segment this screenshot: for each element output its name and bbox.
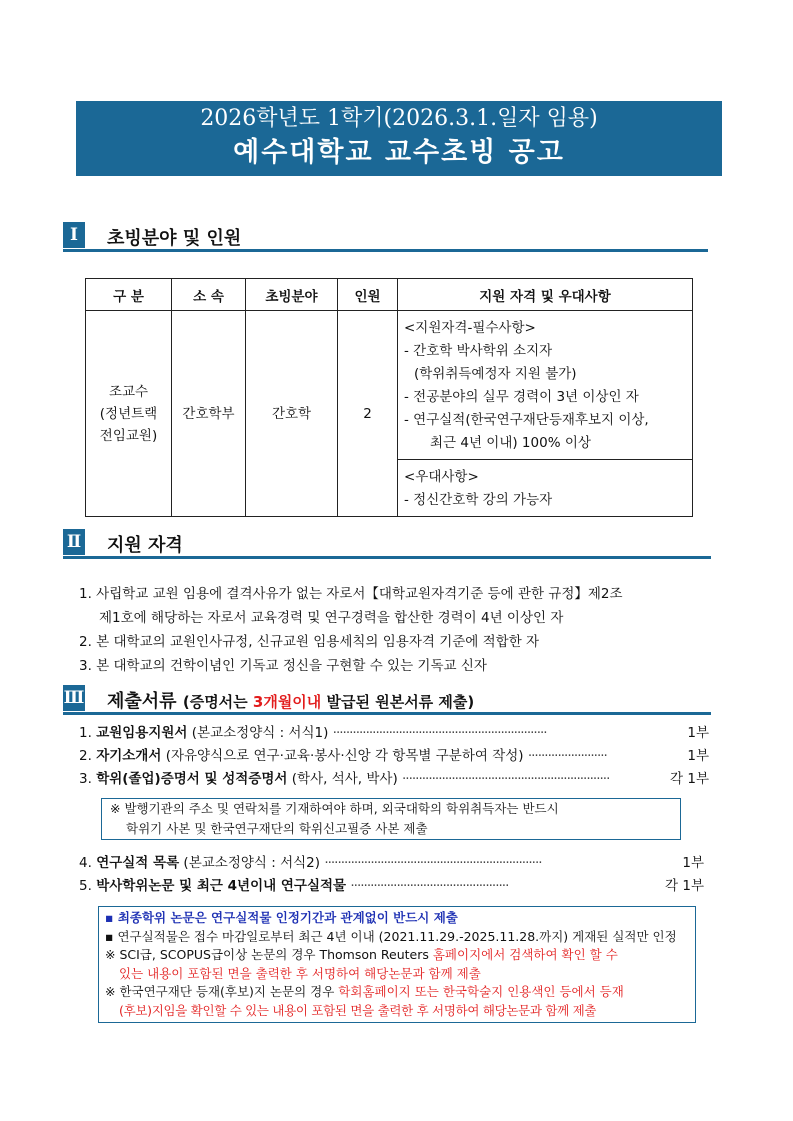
header-field: 초빙분야 bbox=[246, 279, 338, 311]
title-banner bbox=[76, 101, 722, 176]
section-title: 지원 자격 bbox=[107, 535, 183, 556]
qualifications-list bbox=[79, 582, 719, 678]
section-number-badge: Ⅰ bbox=[63, 222, 85, 248]
note-text: ※ 한국연구재단 등재(후보)지 논문의 경우 bbox=[105, 984, 339, 999]
sub-emphasis: 3개월이내 bbox=[252, 693, 322, 711]
leader-dots: ·································································· bbox=[324, 855, 542, 871]
note-line: 있는 내용이 포함된 면을 출력한 후 서명하여 해당논문과 함께 제출 bbox=[119, 965, 481, 981]
note-line: ※ 발행기관의 주소 및 연락처를 기재하여야 하며, 외국대학의 학위취득자는 반드시 bbox=[110, 801, 559, 816]
list-item bbox=[79, 722, 709, 745]
cell-required bbox=[398, 311, 693, 460]
documents-list-b bbox=[79, 852, 704, 898]
required-item: 최근 4년 이내) 100% 이상 bbox=[430, 435, 591, 451]
banner-subtitle: 2026학년도 1학기(2026.3.1.일자 임용) bbox=[200, 106, 598, 131]
note-emphasis: 홈페이지에서 검색하여 확인 할 수 bbox=[432, 947, 618, 962]
item-number: 4. bbox=[79, 855, 92, 871]
table-header-row bbox=[86, 279, 693, 311]
item-title: 학위(졸업)증명서 및 성적증명서 bbox=[96, 771, 288, 787]
note-line bbox=[105, 946, 695, 965]
note-box-research bbox=[98, 906, 696, 1023]
section-title-main: 제출서류 bbox=[107, 691, 177, 712]
list-item: 1. 사립학교 교원 임용에 결격사유가 없는 자로서【대학교원자격기준 등에 관한 규정】제2조 bbox=[79, 586, 623, 602]
required-item: - 전공분야의 실무 경력이 3년 이상인 자 bbox=[404, 389, 639, 405]
section-title-sub bbox=[183, 693, 474, 711]
section-title: 초빙분야 및 인원 bbox=[107, 228, 242, 249]
item-detail: (자유양식으로 연구·교육·봉사·신앙 각 항목별 구분하여 작성) bbox=[161, 748, 524, 764]
section-title bbox=[107, 687, 474, 713]
cell-preferred bbox=[398, 460, 693, 517]
documents-list-a bbox=[79, 722, 709, 791]
cell-affiliation: 간호학부 bbox=[172, 311, 246, 517]
list-item: 2. 본 대학교의 교원인사규정, 신규교원 임용세칙의 임용자격 기준에 적합한 자 bbox=[79, 634, 540, 650]
item-detail: (본교소정양식 : 서식2) bbox=[179, 855, 321, 871]
note-text: ※ SCI급, SCOPUS급이상 논문의 경우 Thomson Reuters bbox=[105, 947, 433, 962]
required-item: (학위취득예정자 지원 불가) bbox=[414, 366, 577, 382]
note-line: ▪ 연구실적물은 접수 마감일로부터 최근 4년 이내 (2021.11.29.-2025.11.28.까지) 게재된 실적만 인정 bbox=[105, 928, 677, 944]
header-affiliation: 소 속 bbox=[172, 279, 246, 311]
required-title: <지원자격-필수사항> bbox=[404, 320, 536, 336]
category-line: (정년트랙 bbox=[99, 405, 158, 422]
note-line bbox=[105, 983, 695, 1002]
header-qualifications: 지원 자격 및 우대사항 bbox=[398, 279, 693, 311]
banner-title: 예수대학교 교수초빙 공고 bbox=[233, 137, 565, 168]
item-quantity: 1부 bbox=[678, 852, 704, 875]
cell-category bbox=[86, 311, 172, 517]
item-quantity: 각 1부 bbox=[666, 768, 709, 791]
section-number-badge: Ⅲ bbox=[63, 685, 85, 711]
required-item: - 연구실적(한국연구재단등재후보지 이상, bbox=[404, 412, 649, 428]
note-box-degree bbox=[101, 798, 681, 840]
leader-dots: ······························································· bbox=[402, 771, 610, 787]
item-quantity: 1부 bbox=[683, 722, 709, 745]
note-line: (후보)지임을 확인할 수 있는 내용이 포함된 면을 출력한 후 서명하여 해당논문과 함께 제출 bbox=[119, 1002, 597, 1018]
table-row bbox=[86, 311, 693, 460]
item-detail: (본교소정양식 : 서식1) bbox=[187, 725, 329, 741]
list-item bbox=[79, 852, 704, 875]
section-number-badge: Ⅱ bbox=[63, 529, 85, 555]
list-item: 제1호에 해당하는 자로서 교육경력 및 연구경력을 합산한 경력이 4년 이상인 자 bbox=[99, 610, 564, 626]
item-number: 1. bbox=[79, 725, 92, 741]
category-line: 조교수 bbox=[108, 383, 149, 400]
item-number: 5. bbox=[79, 878, 92, 894]
leader-dots: ················································ bbox=[350, 878, 509, 894]
item-number: 3. bbox=[79, 771, 92, 787]
list-item: 3. 본 대학교의 건학이념인 기독교 정신을 구현할 수 있는 기독교 신자 bbox=[79, 658, 487, 674]
item-quantity: 1부 bbox=[683, 745, 709, 768]
section-rule bbox=[63, 712, 711, 715]
item-quantity: 각 1부 bbox=[661, 875, 704, 898]
item-title: 교원임용지원서 bbox=[96, 725, 188, 741]
note-emphasis: 학회홈페이지 또는 한국학술지 인용색인 등에서 등재 bbox=[338, 984, 624, 999]
item-detail: (학사, 석사, 박사) bbox=[287, 771, 398, 787]
preferred-title: <우대사항> bbox=[404, 469, 479, 485]
sub-text: (증명서는 bbox=[182, 693, 253, 711]
category-line: 전임교원) bbox=[99, 427, 158, 444]
list-item bbox=[79, 768, 709, 791]
item-title: 박사학위논문 및 최근 4년이내 연구실적물 bbox=[96, 878, 347, 894]
section-rule bbox=[63, 249, 708, 252]
item-title: 연구실적 목록 bbox=[96, 855, 180, 871]
section-rule bbox=[63, 556, 711, 559]
note-line: ▪ 최종학위 논문은 연구실적물 인정기간과 관계없이 반드시 제출 bbox=[105, 910, 458, 925]
list-item bbox=[79, 745, 709, 768]
cell-field: 간호학 bbox=[246, 311, 338, 517]
header-category: 구 분 bbox=[86, 279, 172, 311]
header-count: 인원 bbox=[338, 279, 398, 311]
leader-dots: ································································· bbox=[332, 725, 547, 741]
list-item bbox=[79, 875, 704, 898]
required-item: - 간호학 박사학위 소지자 bbox=[404, 343, 553, 359]
leader-dots: ························ bbox=[527, 748, 607, 764]
preferred-item: - 정신간호학 강의 가능자 bbox=[404, 492, 553, 508]
sub-text: 발급된 원본서류 제출) bbox=[321, 693, 475, 711]
note-line: 학위기 사본 및 한국연구재단의 학위신고필증 사본 제출 bbox=[126, 821, 428, 836]
item-title: 자기소개서 bbox=[96, 748, 162, 764]
positions-table bbox=[85, 278, 693, 517]
item-number: 2. bbox=[79, 748, 92, 764]
cell-count: 2 bbox=[338, 311, 398, 517]
